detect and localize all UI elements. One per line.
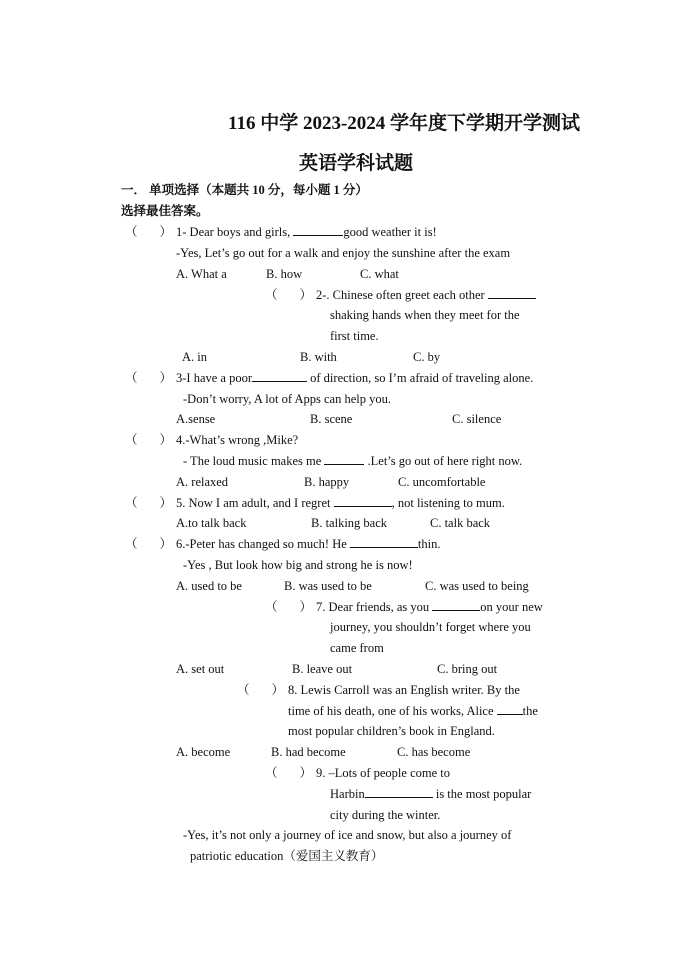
question-4-line2: - The loud music makes me .Let’s go out of here right now. xyxy=(183,454,523,468)
answer-blank xyxy=(365,786,433,798)
q4-option-c[interactable]: C. uncomfortable xyxy=(398,475,486,489)
q1-option-b[interactable]: B. how xyxy=(266,267,303,281)
question-4: 4.-What’s wrong ,Mike? xyxy=(176,433,299,447)
q6-option-b[interactable]: B. was used to be xyxy=(284,579,372,593)
question-9-line5: patriotic education（爱国主义教育） xyxy=(190,849,384,863)
q1-option-a[interactable]: A. What a xyxy=(176,267,227,281)
section-instruction: 选择最佳答案。 xyxy=(121,204,209,218)
answer-paren-q1[interactable]: （ ） xyxy=(125,225,173,239)
q3-option-b[interactable]: B. scene xyxy=(310,412,353,426)
answer-blank xyxy=(432,599,480,611)
answer-paren-q3[interactable]: （ ） xyxy=(125,371,173,385)
q8-option-b[interactable]: B. had become xyxy=(271,745,346,759)
q2-option-a[interactable]: A. in xyxy=(182,350,207,364)
answer-blank xyxy=(293,224,343,236)
q3-option-c[interactable]: C. silence xyxy=(452,412,502,426)
answer-blank xyxy=(497,703,523,715)
q1-option-c[interactable]: C. what xyxy=(360,267,399,281)
answer-blank xyxy=(350,536,418,548)
q8-option-c[interactable]: C. has become xyxy=(397,745,471,759)
question-3-line2: -Don’t worry, A lot of Apps can help you. xyxy=(183,392,391,406)
question-8-line3: most popular children’s book in England. xyxy=(288,724,495,738)
q2-option-c[interactable]: C. by xyxy=(413,350,441,364)
question-3: 3-I have a poor of direction, so I’m afraid of traveling alone. xyxy=(176,371,534,385)
answer-blank xyxy=(334,495,392,507)
question-8-line2: time of his death, one of his works, Alice the xyxy=(288,704,538,718)
answer-paren-q9[interactable]: （ ） xyxy=(265,766,313,780)
answer-paren-q5[interactable]: （ ） xyxy=(125,496,173,510)
answer-paren-q8[interactable]: （ ） xyxy=(237,683,285,697)
q6-option-a[interactable]: A. used to be xyxy=(176,579,242,593)
q5-option-c[interactable]: C. talk back xyxy=(430,516,491,530)
question-5: 5. Now I am adult, and I regret , not listening to mum. xyxy=(176,496,505,510)
question-9-line3: city during the winter. xyxy=(330,808,441,822)
q7-option-b[interactable]: B. leave out xyxy=(292,662,353,676)
answer-blank xyxy=(252,370,307,382)
question-9-line2: Harbin is the most popular xyxy=(330,787,532,801)
q4-option-a[interactable]: A. relaxed xyxy=(176,475,229,489)
question-1-line2: -Yes, Let’s go out for a walk and enjoy the sunshine after the exam xyxy=(176,246,511,260)
q6-option-c[interactable]: C. was used to being xyxy=(425,579,529,593)
page-subtitle: 英语学科试题 xyxy=(299,153,414,174)
q7-option-a[interactable]: A. set out xyxy=(176,662,225,676)
question-8: 8. Lewis Carroll was an English writer. By the xyxy=(288,683,520,697)
question-2-line2: shaking hands when they meet for the xyxy=(330,308,520,322)
answer-blank xyxy=(488,287,536,299)
question-6: 6.-Peter has changed so much! He thin. xyxy=(176,537,441,551)
q5-option-a[interactable]: A.to talk back xyxy=(176,516,247,530)
q3-option-a[interactable]: A.sense xyxy=(176,412,216,426)
question-9: 9. –Lots of people come to xyxy=(316,766,450,780)
question-6-line2: -Yes , But look how big and strong he is now! xyxy=(183,558,413,572)
question-7-line2: journey, you shouldn’t forget where you xyxy=(330,620,531,634)
q8-option-a[interactable]: A. become xyxy=(176,745,231,759)
page-title: 116 中学 2023-2024 学年度下学期开学测试 xyxy=(228,113,581,134)
question-2: 2-. Chinese often greet each other xyxy=(316,287,536,303)
question-9-line4: -Yes, it’s not only a journey of ice and snow, but also a journey of xyxy=(183,828,512,842)
answer-paren-q2[interactable]: （ ） xyxy=(265,288,313,302)
question-7-line3: came from xyxy=(330,641,384,655)
section-heading: 一． 单项选择（本题共 10 分，每小题 1 分） xyxy=(121,183,368,197)
q5-option-b[interactable]: B. talking back xyxy=(311,516,388,530)
answer-paren-q7[interactable]: （ ） xyxy=(265,600,313,614)
answer-paren-q6[interactable]: （ ） xyxy=(125,537,173,551)
answer-paren-q4[interactable]: （ ） xyxy=(125,433,173,447)
answer-blank xyxy=(324,453,364,465)
q2-option-b[interactable]: B. with xyxy=(300,350,337,364)
question-2-line3: first time. xyxy=(330,329,379,343)
question-7: 7. Dear friends, as you on your new xyxy=(316,600,543,614)
q7-option-c[interactable]: C. bring out xyxy=(437,662,498,676)
question-1: 1- Dear boys and girls, good weather it is! xyxy=(176,225,437,239)
q4-option-b[interactable]: B. happy xyxy=(304,475,350,489)
